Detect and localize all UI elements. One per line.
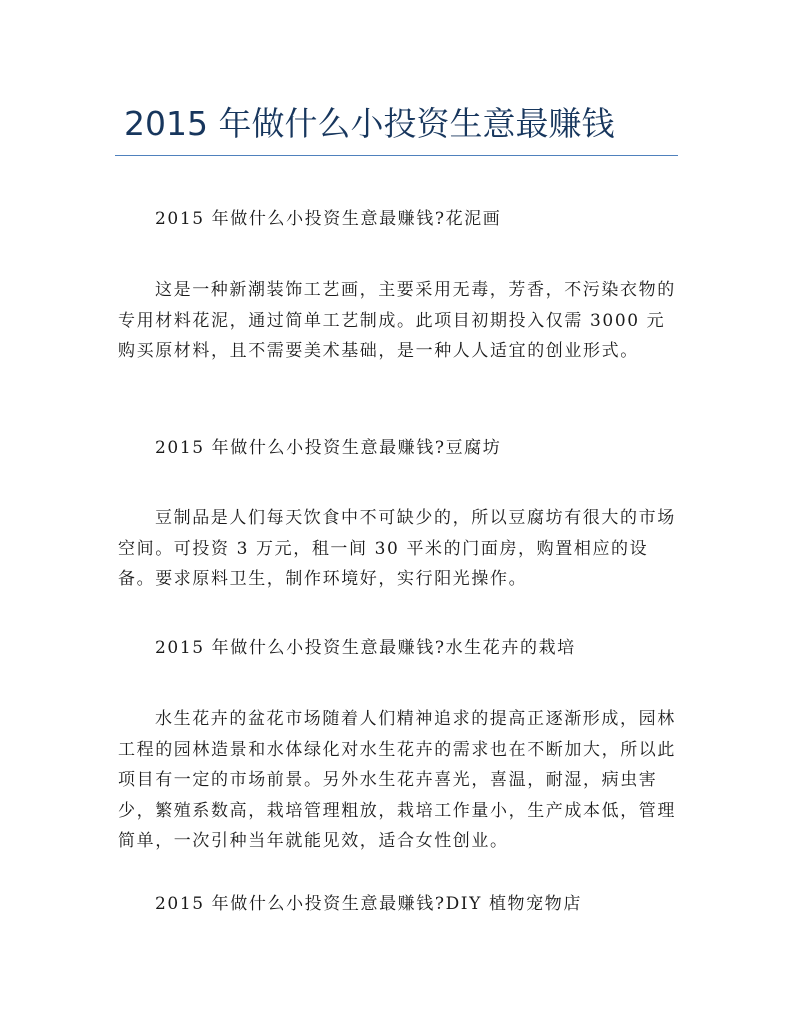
section-body-aquatic-flowers: 水生花卉的盆花市场随着人们精神追求的提高正逐渐形成，园林工程的园林造景和水体绿化对水生花卉的需求也在不断加大，所以此项目有一定的市场前景。另外水生花卉喜光，喜温，耐湿，病虫害少，繁殖系数高，栽培管理粗放，栽培工作量小，生产成本低，管理简单，一次引种当年就能见效，适合女性创业。 xyxy=(118,709,676,851)
section-heading-flower-mud-painting: 2015 年做什么小投资生意最赚钱?花泥画 xyxy=(155,209,502,229)
section-body-flower-mud-painting: 这是一种新潮装饰工艺画，主要采用无毒，芳香，不污染衣物的专用材料花泥，通过简单工艺制成。此项目初期投入仅需 3000 元购买原材料，且不需要美术基础，是一种人人适宜的创业形式。 xyxy=(118,280,676,361)
section-heading-diy-plant-pet-shop: 2015 年做什么小投资生意最赚钱?DIY 植物宠物店 xyxy=(155,894,582,914)
title-underline-divider xyxy=(115,155,678,156)
section-body-tofu-workshop: 豆制品是人们每天饮食中不可缺少的，所以豆腐坊有很大的市场空间。可投资 3 万元，租一间 30 平米的门面房，购置相应的设备。要求原料卫生，制作环境好，实行阳光操作。 xyxy=(118,508,676,589)
document-title: 2015 年做什么小投资生意最赚钱 xyxy=(124,104,615,143)
section-heading-tofu-workshop: 2015 年做什么小投资生意最赚钱?豆腐坊 xyxy=(155,438,502,458)
section-heading-aquatic-flowers: 2015 年做什么小投资生意最赚钱?水生花卉的栽培 xyxy=(155,638,576,658)
